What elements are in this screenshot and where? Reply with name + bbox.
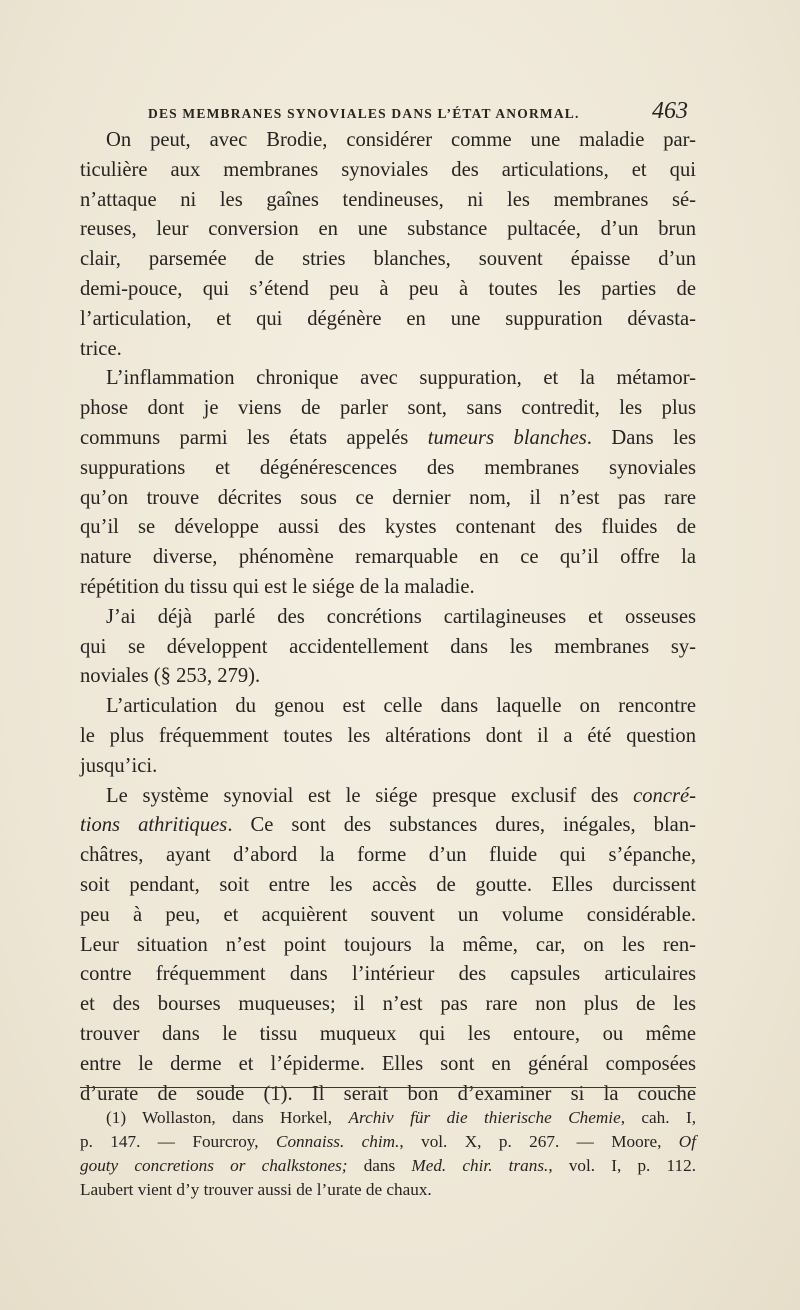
text-line: contre fréquemment dans l’intérieur des capsules articulaires	[80, 963, 696, 986]
text-line: soit pendant, soit entre les accès de goutte. Elles durcissent	[80, 873, 696, 896]
text-line: qu’on trouve décrites sous ce dernier nom, il n’est pas rare	[80, 486, 696, 509]
page-header	[148, 98, 688, 125]
italic-text: tions athritiques	[80, 814, 228, 837]
text-segment: (1) Wollaston, dans Horkel,	[106, 1108, 349, 1127]
text-segment: . Dans les	[586, 426, 696, 449]
text-line: trouver dans le tissu muqueux qui les entoure, ou même	[80, 1022, 696, 1045]
text-line: L’inflammation chronique avec suppuration, et la métamor-	[106, 367, 696, 390]
running-head: DES MEMBRANES SYNOVIALES DANS L’ÉTAT ANORMAL.	[148, 106, 580, 121]
text-line: nature diverse, phénomène remarquable en ce qu’il offre la	[80, 546, 696, 569]
text-line: On peut, avec Brodie, considérer comme une maladie par-	[106, 129, 696, 151]
italic-text: gouty concretions or chalkstones;	[80, 1156, 348, 1175]
text-line: demi-pouce, qui s’étend peu à peu à toutes les parties de	[80, 277, 696, 300]
text-line: n’attaque ni les gaînes tendineuses, ni les membranes sé-	[80, 188, 696, 211]
text-line: peu à peu, et acquièrent souvent un volume considérable.	[80, 903, 696, 926]
text-segment: Le système synovial est le siége presque exclusif des	[106, 784, 634, 807]
italic-text: Archiv für die thierische Chemie	[348, 1108, 621, 1127]
text-line: l’articulation, et qui dégénère en une suppuration dévasta-	[80, 307, 696, 330]
footnotes	[80, 1106, 696, 1202]
text-segment: p. 147. — Fourcroy,	[80, 1132, 276, 1151]
main-text	[80, 126, 696, 1109]
text-line: Leur situation n’est point toujours la même, car, on les ren-	[80, 933, 696, 956]
italic-text: concré-	[633, 784, 696, 807]
text-line: J’ai déjà parlé des concrétions cartilagineuses et osseuses	[106, 605, 696, 628]
text-line: trice.	[80, 337, 122, 360]
text-line: répétition du tissu qui est le siége de la maladie.	[80, 575, 475, 598]
italic-text: Connaiss. chim.	[275, 1132, 400, 1151]
text-line	[80, 811, 696, 841]
text-segment: dans	[347, 1156, 412, 1175]
text-line: phose dont je viens de parler sont, sans contredit, les plus	[80, 397, 696, 420]
text-line: suppurations et dégénérescences des membranes synoviales	[80, 456, 696, 479]
text-line: qui se développent accidentellement dans les membranes sy-	[80, 635, 696, 658]
text-segment: communs parmi les états appelés	[80, 426, 428, 449]
text-line: châtres, ayant d’abord la forme d’un fluide qui s’épanche,	[80, 844, 696, 867]
footnote-line	[80, 1106, 696, 1130]
text-line: noviales (§ 253, 279).	[80, 665, 261, 688]
text-segment: . Ce sont des substances dures, inégales, blan-	[227, 814, 696, 837]
text-line	[80, 782, 696, 812]
text-line: entre le derme et l’épiderme. Elles sont en général composées	[80, 1052, 696, 1075]
text-line: qu’il se développe aussi des kystes contenant des fluides de	[80, 516, 696, 539]
text-line: d’urate de soude (1). Il serait bon d’examiner si la couche	[80, 1082, 696, 1105]
text-line: ticulière aux membranes synoviales des articulations, et qui	[80, 158, 696, 181]
text-line: et des bourses muqueuses; il n’est pas rare non plus de les	[80, 993, 696, 1016]
text-segment: , cah. I,	[620, 1108, 697, 1127]
text-line: reuses, leur conversion en une substance pultacée, d’un brun	[80, 218, 696, 241]
footnote-rule	[80, 1087, 696, 1088]
footnote-line: Laubert vient d’y trouver aussi de l’urate de chaux.	[80, 1180, 432, 1199]
italic-text: Med. chir. trans.	[411, 1156, 549, 1175]
text-line	[80, 424, 696, 454]
footnote-line	[80, 1154, 696, 1178]
text-line: clair, parsemée de stries blanches, souvent épaisse d’un	[80, 248, 696, 271]
text-line: le plus fréquemment toutes les altérations dont il a été question	[80, 724, 696, 747]
text-segment: , vol. X, p. 267. — Moore,	[399, 1132, 679, 1151]
text-segment: , vol. I, p. 112.	[548, 1156, 696, 1175]
footnote-line	[80, 1130, 696, 1154]
page-number: 463	[652, 98, 688, 124]
text-line: jusqu’ici.	[80, 754, 158, 777]
italic-text: tumeurs blanches	[427, 426, 587, 449]
text-line: L’articulation du genou est celle dans laquelle on rencontre	[106, 695, 696, 718]
italic-text: Of	[678, 1132, 696, 1151]
